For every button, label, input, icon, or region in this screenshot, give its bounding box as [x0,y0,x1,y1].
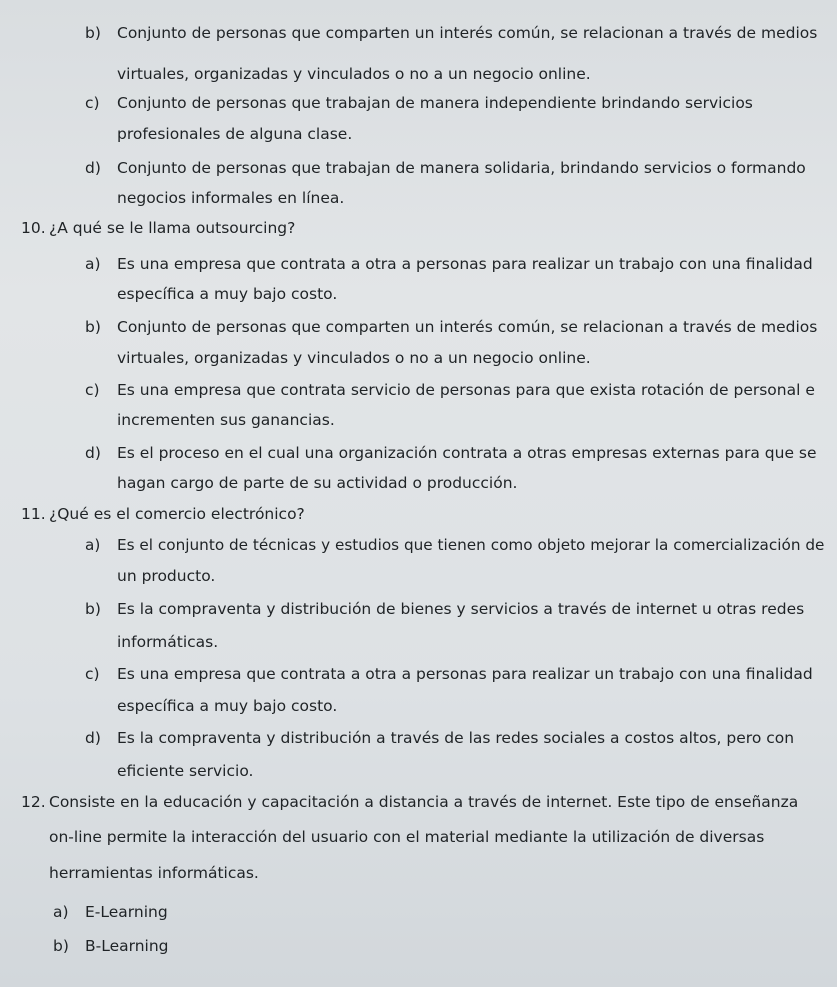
option-line [85,536,824,554]
question-number: 11. [21,505,46,523]
option-line [85,665,813,683]
question-heading [21,505,305,523]
option-text: Es una empresa que contrata servicio de personas para que exista rotación de personal e [117,381,815,399]
option-text: E-Learning [85,903,168,921]
option-line [85,159,806,177]
option-line-continued: profesionales de alguna clase. [117,125,353,143]
option-label: c) [85,94,100,112]
option-line-continued: negocios informales en línea. [117,189,345,207]
question-text: ¿A qué se le llama outsourcing? [49,219,296,237]
option-line-continued: virtuales, organizadas y vinculados o no a un negocio online. [117,65,591,83]
question-number: 10. [21,219,46,237]
question-text: ¿Qué es el comercio electrónico? [49,505,305,523]
option-text: Es la compraventa y distribución a través de las redes sociales a costos altos, pero con [117,729,795,747]
option-line [85,94,753,112]
option-line [85,600,804,618]
option-line-continued: incrementen sus ganancias. [117,411,335,429]
question-heading [21,793,798,811]
option-text: Conjunto de personas que trabajan de manera solidaria, brindando servicios o formando [117,159,806,177]
option-text: Es la compraventa y distribución de bienes y servicios a través de internet u otras redes [117,600,805,618]
option-text: Es el conjunto de técnicas y estudios que tienen como objeto mejorar la comercialización de [117,536,825,554]
option-line-continued: un producto. [117,567,216,585]
question-text: Consiste en la educación y capacitación a distancia a través de internet. Este tipo de enseñanza [49,793,799,811]
option-line [85,729,794,747]
option-text: Es una empresa que contrata a otra a personas para realizar un trabajo con una finalidad [117,665,813,683]
question-line-continued: on-line permite la interacción del usuario con el material mediante la utilización de diversas [49,828,765,846]
option-line-continued: específica a muy bajo costo. [117,697,338,715]
option-label: b) [85,318,101,336]
option-line [53,937,169,955]
option-line [85,318,817,336]
option-label: b) [53,937,69,955]
option-line [85,255,813,273]
option-line [53,903,168,921]
option-label: c) [85,381,100,399]
option-label: c) [85,665,100,683]
option-line [85,444,817,462]
option-text: Conjunto de personas que trabajan de manera independiente brindando servicios [117,94,753,112]
option-label: b) [85,24,101,42]
option-line-continued: virtuales, organizadas y vinculados o no a un negocio online. [117,349,591,367]
option-label: a) [85,255,101,273]
question-line-continued: herramientas informáticas. [49,864,259,882]
option-text: Es una empresa que contrata a otra a personas para realizar un trabajo con una finalidad [117,255,813,273]
option-line [85,24,817,42]
option-text: B-Learning [85,937,169,955]
option-label: d) [85,444,101,462]
option-line-continued: eficiente servicio. [117,762,254,780]
option-text: Conjunto de personas que comparten un interés común, se relacionan a través de medios [117,318,818,336]
option-line-continued: hagan cargo de parte de su actividad o producción. [117,474,518,492]
option-line-continued: específica a muy bajo costo. [117,285,338,303]
option-text: Es el proceso en el cual una organización contrata a otras empresas externas para que se [117,444,817,462]
question-heading [21,219,295,237]
option-label: d) [85,729,101,747]
option-label: d) [85,159,101,177]
option-label: a) [85,536,101,554]
option-line-continued: informáticas. [117,633,219,651]
option-line [85,381,815,399]
option-label: b) [85,600,101,618]
option-label: a) [53,903,69,921]
question-number: 12. [21,793,46,811]
option-text: Conjunto de personas que comparten un interés común, se relacionan a través de medios [117,24,818,42]
